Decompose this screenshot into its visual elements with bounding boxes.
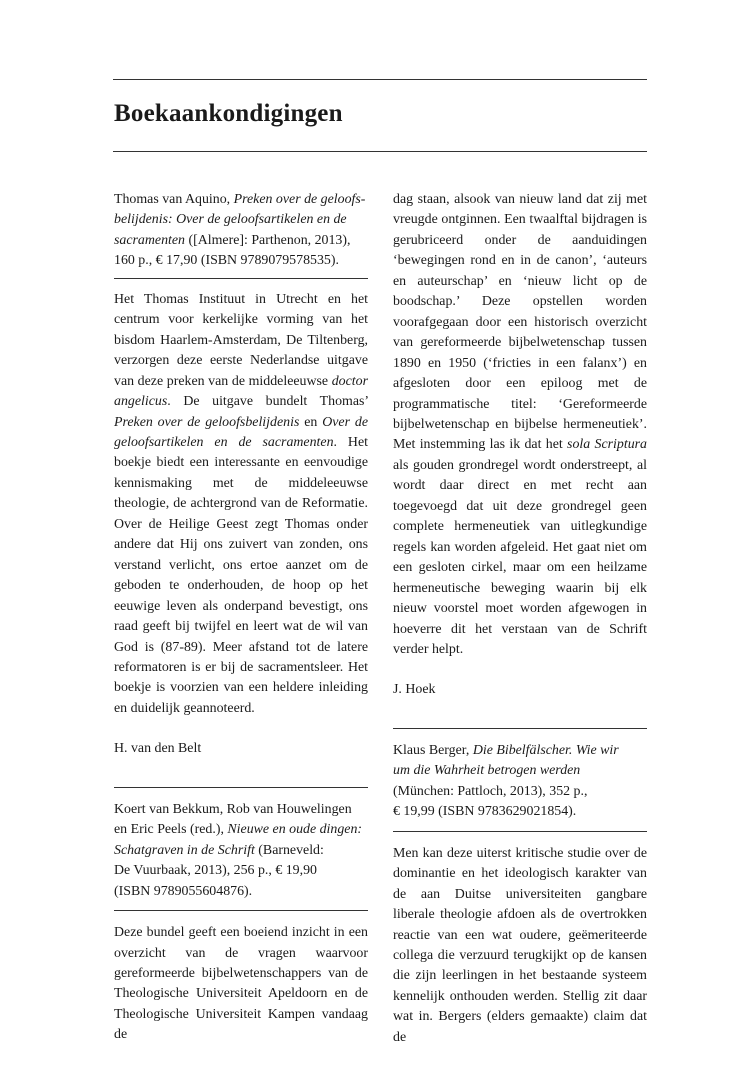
title-underline-rule	[113, 151, 647, 152]
citation-title: belijdenis: Over de geloofsartikelen en de	[114, 212, 347, 228]
citation-rule	[114, 278, 368, 279]
left-column	[114, 190, 368, 1046]
section-rule	[393, 728, 647, 729]
citation-title: Preken over de geloofs-	[233, 192, 366, 207]
review-body-bekkum-continued: dag staan, alsook van nieuw land dat zij met vreugde ontginnen. Een twaalftal bijdragen is gerubriceerd onder de aanduidingen ‘bewegingen rond en in de canon’, ‘auteurs en auteurschap’ en ‘nieuw licht op de boodschap.’ Deze opstellen worden voorafgegaan door een historisch overzicht van gereformeerde bijbelwetenschap tussen 1890 en 1950 (‘fricties in een falanx’) en afgesloten door een epiloog met de programmatische titel: ‘Gereformeerde bijbelwetenschap en bijbelse hermeneutiek’. Met instemming las ik dat het sola Scriptura als gouden grondregel wordt onderstreept, al wordt daar direct en met recht aan toegevoegd dat uit deze grondregel geen complete hermeneutiek van uitlegkundige regels kan worden afgeleid. Het gaat niet om een gesloten cirkel, maar om een heilzame hermeneutische beweging waarin bij elk nieuw voorstel moet worden afgewogen in hoeverre dit het verstaan van de Schrift verder helpt.	[393, 192, 647, 657]
reviewer-signature: H. van den Belt	[114, 741, 202, 757]
citation-publisher: (Barneveld:	[258, 842, 324, 858]
right-column	[393, 190, 647, 1048]
top-rule	[113, 79, 647, 80]
citation-title: Nieuwe en oude dingen:	[227, 822, 363, 838]
citation-publisher: ([Almere]: Parthenon, 2013),	[188, 232, 351, 248]
citation-author: Koert van Bekkum, Rob van Houwelingen	[114, 801, 352, 817]
citation-title: sacramenten	[114, 232, 185, 248]
review-body-berger: Men kan deze uiterst kritische studie over de dominantie en het ideologisch karakter van de aan Duitse universiteiten gangbare liberale theologie afdoen als de overtrokken reactie van een wat oudere, geëmeriteerde collega die verzuurd terugkijkt op de kansen die zijn leerlingen in het bestaande systeem kennelijk onthouden werden. Stellig zit daar wat in. Bergers (elders gemaakte) claim dat de	[393, 845, 647, 1045]
citation-details: € 19,99 (ISBN 9783629021854).	[393, 804, 577, 820]
citation-author: en Eric Peels (red.),	[114, 822, 224, 838]
book-citation-berger	[393, 741, 647, 823]
citation-publisher: De Vuurbaak, 2013), 256 p., € 19,90	[114, 863, 317, 879]
citation-publisher: (München: Pattloch, 2013), 352 p.,	[393, 783, 588, 799]
review-body-bekkum: Deze bundel geeft een boeiend inzicht in een overzicht van de vragen waarvoor gereformeerde bijbelwetenschappers van de Theologische Universiteit Apeldoorn en de Theologische Universiteit Kampen vandaag de	[114, 925, 368, 1043]
page-title: Boekaankondigingen	[114, 100, 343, 127]
review-body-aquino: Het Thomas Instituut in Utrecht en het centrum voor kerkelijke vorming van het bisdom Haarlem-Amsterdam, De Tiltenberg, verzorgen deze eerste Nederlandse uitgave van deze preken van de middeleeuwse doctor angelicus. De uitgave bundelt Thomas’ Preken over de geloofsbelijdenis en Over de geloofsartikelen en de sacramenten. Het boekje biedt een interessante en eenvoudige kennismaking met de middeleeuwse theologie, de achtergrond van de Reformatie. Over de Heilige Geest zegt Thomas onder andere dat Hij ons zuivert van zonden, ons verstand verlicht, ons ertoe aanzet om de geboden te onderhouden, de hoop op het eeuwige leven als onderpand bevestigt, ons raad geeft bij twijfel en leert wat de wil van God is (87-89). Meer afstand tot de latere reformatoren is er bij de sacramentsleer. Het boekje is voorzien van een heldere inleiding en duidelijk geannoteerd.	[114, 291, 368, 716]
citation-title: um die Wahrheit betrogen werden	[393, 763, 581, 779]
citation-rule	[114, 910, 368, 911]
citation-title: Schatgraven in de Schrift	[114, 842, 255, 858]
book-citation-bekkum	[114, 800, 368, 902]
citation-author: Thomas van Aquino,	[114, 192, 231, 207]
citation-details: (ISBN 9789055604876).	[114, 883, 253, 899]
book-citation-aquino	[114, 190, 368, 272]
citation-details: 160 p., € 17,90 (ISBN 9789079578535).	[114, 253, 339, 269]
citation-rule	[393, 831, 647, 832]
citation-title: Die Bibelfälscher. Wie wir	[472, 742, 619, 758]
section-rule	[114, 787, 368, 788]
reviewer-signature: J. Hoek	[393, 682, 436, 698]
citation-author: Klaus Berger,	[393, 742, 470, 758]
